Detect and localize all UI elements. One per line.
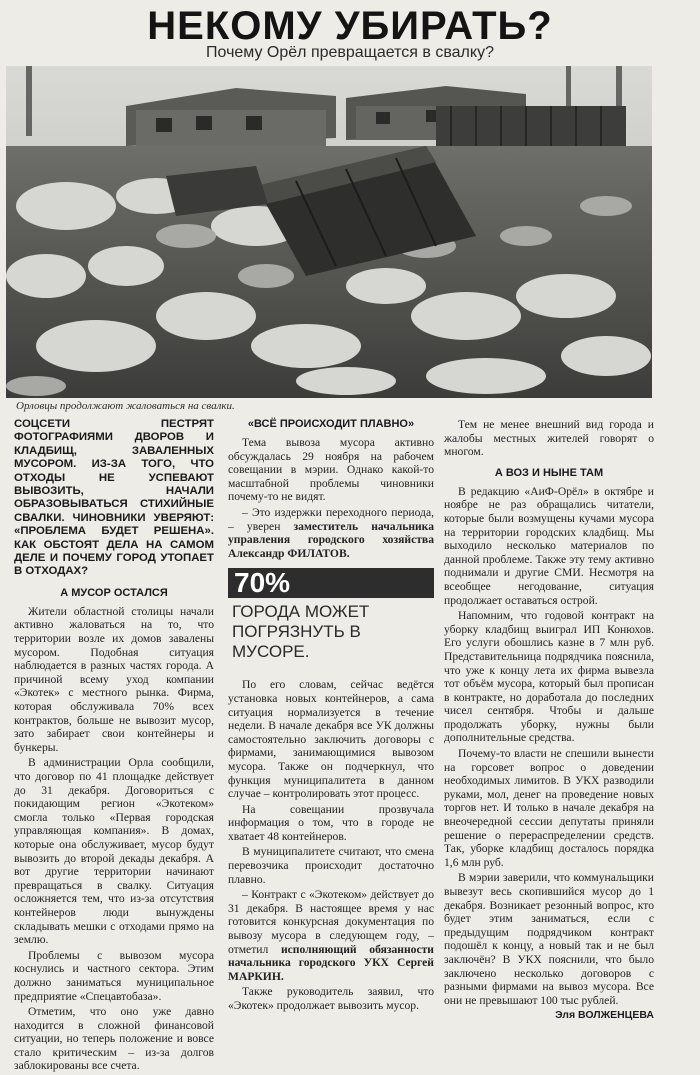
paragraph: Тема вывоза мусора активно обсуждалась 29 ноября на рабочем совещании в мэрии. Однако какой-то масштабной проблемы чиновники почему-то не видят.	[228, 436, 434, 504]
paragraph: По его словам, сейчас ведётся установка новых контейнеров, а сама ситуация нормализуется в течение недели. В начале декабря все УК должны самостоятельно заключить договоры с фирмами, занимающимися вывозом мусора. Также он подчеркнул, что функция муниципалитета в данном случае – контролировать этот процесс.	[228, 678, 434, 801]
quote-text: – Контракт с «Экотеком» действует до 31 декабря. В настоящее время у нас готовится конкурсная документация по вывозу мусора в следующем году, – отметил	[228, 888, 434, 956]
paragraph: В редакцию «АиФ-Орёл» в октябре и ноябре не раз обращались читатели, которые были возмущены кучами мусора на территории городских кладбищ. Мы выходило несколько материалов по данной проблеме. Также эту тему активно поднимали и другие СМИ. Несмотря на всеобщее негодование, ситуация продолжает оставаться острой.	[444, 484, 654, 607]
stat-number: 70%	[228, 568, 434, 598]
quote-speaker: исполняющий обязанности начальника городского УКХ Сергей МАРКИН.	[228, 942, 434, 983]
column-2	[228, 418, 434, 1015]
article-lead: СОЦСЕТИ ПЕСТРЯТ ФОТОГРАФИЯМИ ДВОРОВ И КЛАДБИЩ, ЗАВАЛЕННЫХ МУСОРОМ. ИЗ-ЗА ТОГО, ЧТО ОТХОДЫ НЕ УСПЕВАЮТ ВЫВОЗИТЬ, НАЧАЛИ ОБРАЗОВЫВАТЬСЯ СТИХИЙНЫЕ СВАЛКИ. ЧИНОВНИКИ УВЕРЯЮТ: «ПРОБЛЕМА БУДЕТ РЕШЕНА». КАК ОБСТОЯТ ДЕЛА НА САМОМ ДЕЛЕ И ПОЧЕМУ ГОРОД УТОПАЕТ В ОТХОДАХ?	[14, 418, 214, 578]
paragraph: В муниципалитете считают, что смена перевозчика происходит достаточно плавно.	[228, 845, 434, 886]
paragraph: В администрации Орла сообщили, что договор по 41 площадке действует до 31 декабря. Договориться с покидающим регион «Экотеком» смогла только «Первая городская управляющая компания». В домах, которые она обслуживает, мусор будут вывозить до второй декады декабря. А вот другие территории начинают превращаться в свалку. Ситуация осложняется тем, что из-за отсутствия контейнеров люди вынуждены складывать мешки с отходами прямо на землю.	[14, 756, 214, 947]
quote-speaker: заместитель начальника управления городского хозяйства Александр ФИЛАТОВ.	[228, 519, 434, 560]
paragraph: Отметим, что оно уже давно находится в сложной финансовой ситуации, но теперь положение и вовсе стало критическим – из-за долгов заблокированы все счета.	[14, 1005, 214, 1073]
section-title-vse-proishodit-plavno: «ВСЁ ПРОИСХОДИТ ПЛАВНО»	[247, 418, 415, 430]
photo-caption: Орловцы продолжают жаловаться на свалки.	[16, 400, 235, 412]
section-title-musor-ostalsya: А МУСОР ОСТАЛСЯ	[60, 586, 168, 599]
paragraph-quote	[228, 506, 434, 560]
paragraph: Тем не менее внешний вид города и жалобы местных жителей говорят о многом.	[444, 418, 654, 459]
paragraph: Проблемы с вывозом мусора коснулись и частного сектора. Этим должно заниматься муниципальное предприятие «Спецавтобаза».	[14, 948, 214, 1003]
paragraph: Почему-то власти не спешили вынести на горсовет вопрос о доведении необходимых лимитов. В УКХ разводили руками, мол, денег на проведение новых торгов нет. И только в начале декабря на внеочередной сессии депутаты приняли решение о перераспределении средств. Так, уборке кладбищ досталось порядка 1,6 млн руб.	[444, 747, 654, 869]
headline: НЕКОМУ УБИРАТЬ?	[147, 4, 553, 48]
quote-text: – Это издержки переходного периода, – уверен	[228, 505, 434, 533]
column-1	[14, 418, 214, 1075]
stat-text: ГОРОДА МОЖЕТ ПОГРЯЗНУТЬ В МУСОРЕ.	[232, 602, 370, 662]
paragraph: Жители областной столицы начали активно жаловаться на то, что территории возле их домов завалены мусором. Подобная ситуация наблюдается в разных частях города. А причиной всему уход компании «Экотек» с местного рынка. Фирма, которая обслуживала 70% всех контрактов, больше не вывозит мусор, зато забирает свои контейнеры и бункеры.	[14, 604, 214, 754]
paragraph: На совещании прозвучала информация о том, что в городе не хватает 48 контейнеров.	[228, 802, 434, 843]
paragraph: В мэрии заверили, что коммунальщики вывезут весь скопившийся мусор до 1 декабря. Возникает резонный вопрос, кто будет этим заниматься, если с предыдущим подрядчиком контракт подошёл к концу, а новый так и не был заключён? В УКХ пояснили, что было заключено несколько договоров с разными фирмами на вывоз мусора. Все они не превышают 100 тыс рублей.	[444, 871, 654, 1007]
paragraph-quote	[228, 888, 434, 983]
section-title-a-voz-i-nyne-tam: А ВОЗ И НЫНЕ ТАМ	[494, 466, 604, 479]
paragraph: Также руководитель заявил, что «Экотек» продолжает вывозить мусор.	[228, 985, 434, 1012]
column-3	[444, 418, 654, 1021]
photo-garbage-dump	[6, 66, 652, 398]
paragraph: Напомним, что годовой контракт на уборку кладбищ выиграл ИП Конюхов. Его услуги обошлись казне в 7 млн руб. Представительница подрядчика пояснила, что уже к концу лета их фирма вывезла тот объём мусора, который был прописан в контракте, но доработала до последних чисел сентября. Чтобы и дальше продолжать уборку, нужны были дополнительные средства.	[444, 609, 654, 745]
subheadline: Почему Орёл превращается в свалку?	[206, 44, 494, 61]
author-byline: Эля ВОЛЖЕНЦЕВА	[555, 1009, 654, 1022]
